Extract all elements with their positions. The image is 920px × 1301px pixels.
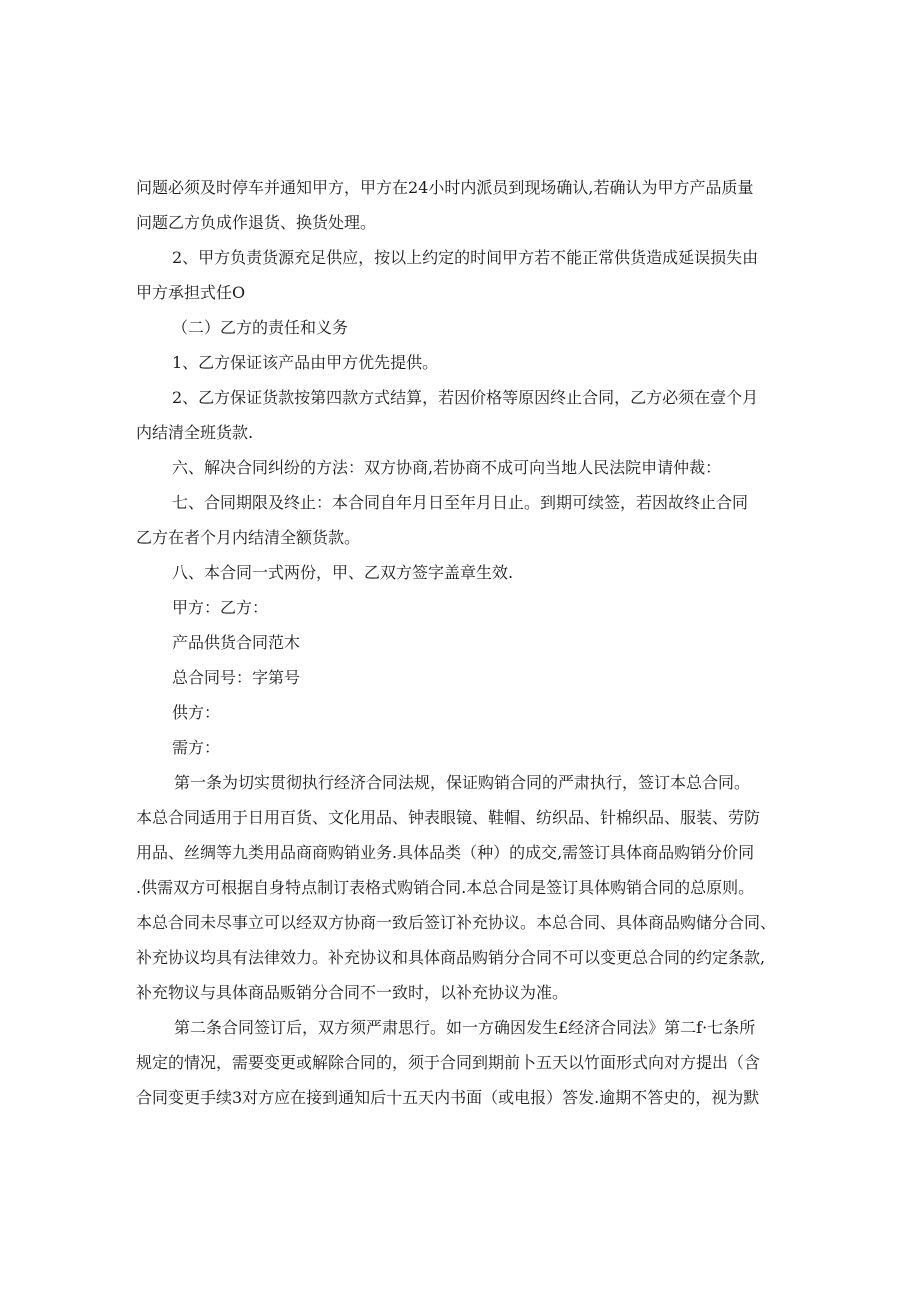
text-line: 问题必须及时停车并通知甲方，甲方在24小时内派员到现场确认,若确认为甲方产品质量 (136, 178, 754, 197)
document-title: 产品供货合同范木 (172, 633, 301, 652)
text-line: 问题乙方负成作退货、换货处理。 (136, 213, 377, 232)
text-line: 规定的情况，需要变更或解除合同的，须于合同到期前卜五天以竹面形式向对方提出（含 (136, 1053, 761, 1072)
text-line: 补充协议均具有法律效力。补充协议和具体商品购销分合同不可以变更总合同的约定条款, (136, 948, 766, 967)
text-line: 八、本合同一式两份，甲、乙双方签字盖章生效. (172, 563, 514, 582)
text-line: 本总合同未尽事立可以经双方协商一致后签订补充协议。本总合同、具体商品购储分合同、 (136, 913, 777, 932)
text-line: 七、合同期限及终止：本合同自年月日至年月日止。到期可续签，若因故终止合同 (172, 493, 749, 512)
section-heading: （二）乙方的责任和义务 (172, 318, 349, 337)
text-line: 用品、丝绸等九类用品商商购销业务.具体品类（种）的成交,需签订具体商品购销分价同 (136, 843, 755, 862)
supplier-label: 供方： (172, 703, 221, 722)
text-line: 第一条为切实贯彻执行经济合同法规，保证购销合同的严肃执行，签订本总合同。 (174, 773, 751, 792)
text-line: 补充物议与具体商品贩销分合同不一致时，以补充协议为准。 (136, 983, 569, 1002)
text-line: 甲方承担式任O (136, 283, 246, 302)
text-line: 第二条合同签订后，双方须严肃思行。如一方确因发生£经济合同法》第二f·七条所 (174, 1018, 756, 1037)
buyer-label: 需方： (172, 738, 221, 757)
text-line: 乙方在者个月内结清全额货款。 (136, 528, 361, 547)
text-line: 本总合同适用于日用百货、文化用品、钟表眼镜、鞋帽、纺织品、针棉织品、服装、劳防 (136, 808, 761, 827)
contract-number: 总合同号：字第号 (172, 668, 301, 687)
text-line: 六、解决合同纠纷的方法：双方协商,若协商不成可向当地人民法院申请仲裁： (172, 458, 722, 477)
text-line: 1、乙方保证该产品由甲方优先提供。 (172, 353, 439, 372)
text-line: 2、甲方负责货源充足供应，按以上约定的时间甲方若不能正常供货造成延误损失由 (172, 248, 759, 267)
text-line: 内结清全班货款. (136, 423, 254, 442)
text-line: 2、乙方保证货款按第四款方式结算，若因价格等原因终止合同，乙方必须在壹个月 (172, 388, 759, 407)
signature-line: 甲方：乙方： (172, 598, 269, 617)
text-line: .供需双方可根据自身特点制订表格式购销合同.本总合同是签订具体购销合同的总原则。 (136, 878, 755, 897)
text-line: 合同变更手续3对方应在接到通知后十五天内书面（或电报）答发.逾期不答史的，视为默 (136, 1088, 760, 1107)
